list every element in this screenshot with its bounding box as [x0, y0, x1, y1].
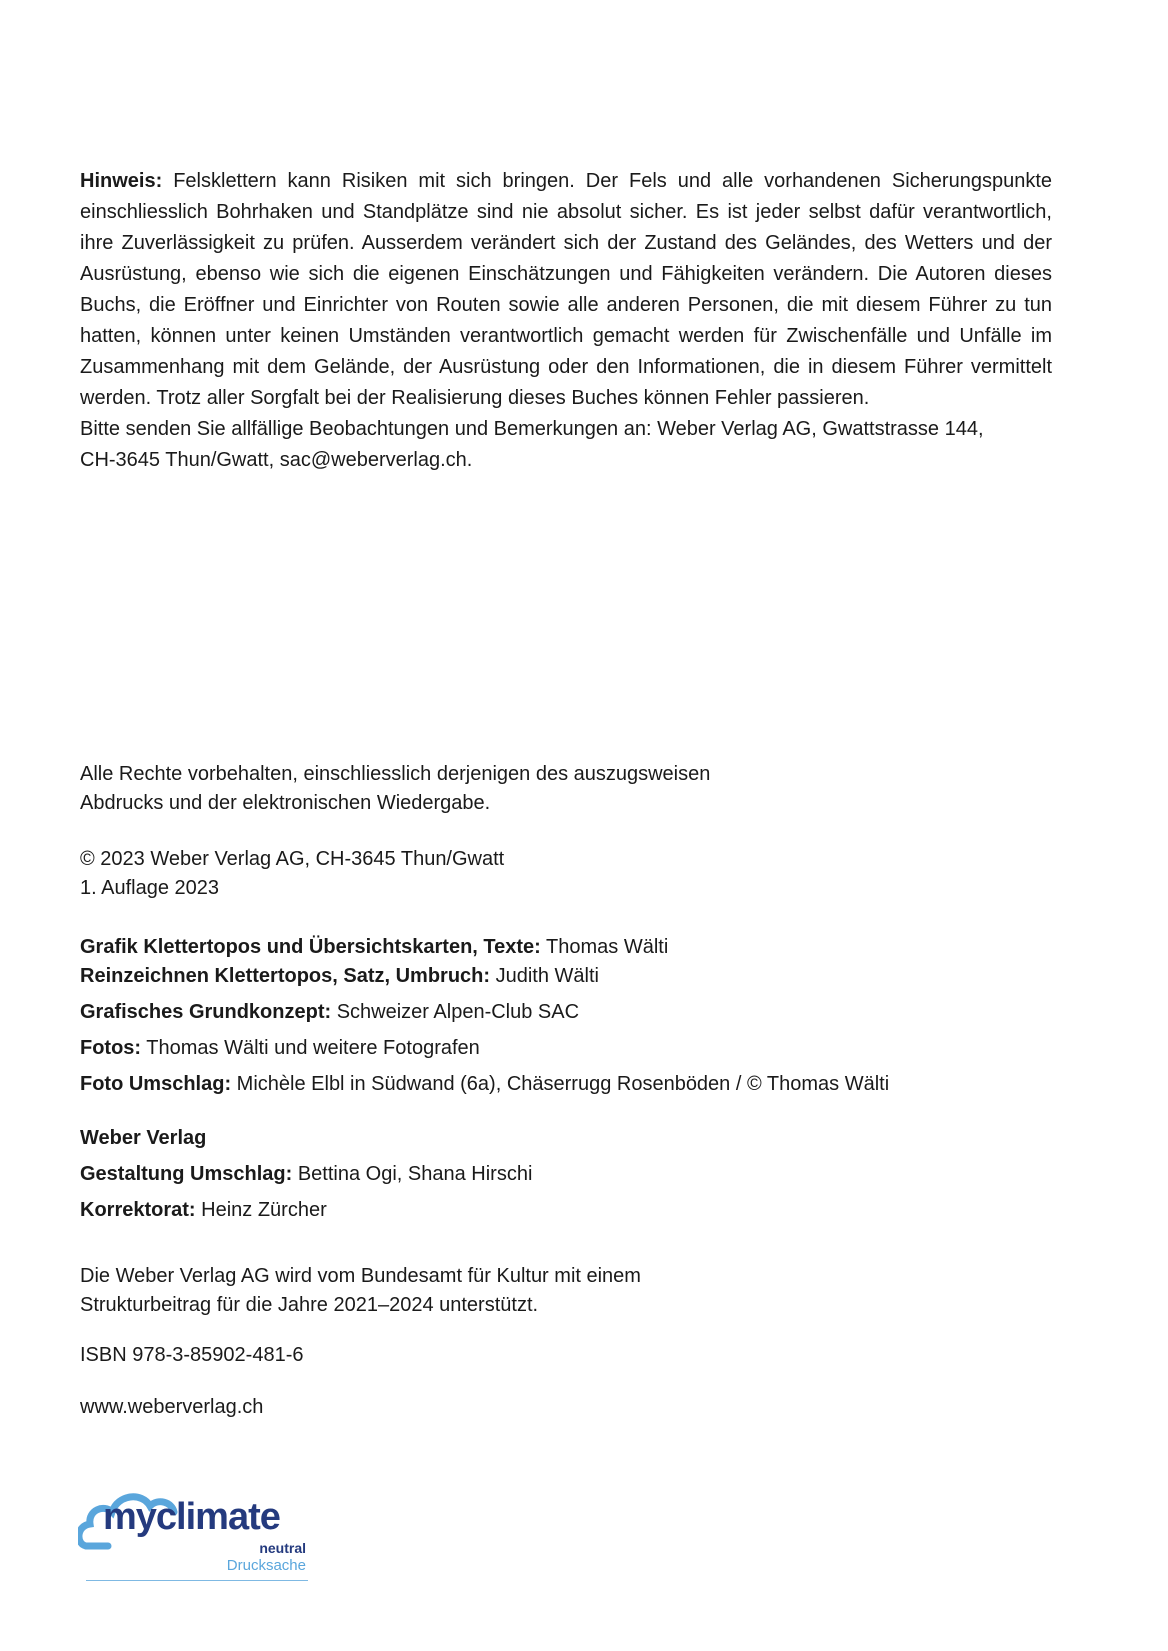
- disclaimer-notice: [80, 166, 1052, 476]
- credit-label: Grafisches Grundkonzept:: [80, 1001, 332, 1023]
- publisher-item: [80, 1192, 532, 1228]
- credit-item: [80, 994, 889, 1030]
- funding-notice: [80, 1262, 641, 1320]
- publisher-value: Heinz Zürcher: [195, 1199, 327, 1221]
- publisher-label: Gestaltung Umschlag:: [80, 1163, 293, 1185]
- funding-line-2: Strukturbeitrag für die Jahre 2021–2024 unterstützt.: [80, 1294, 539, 1316]
- credit-item: [80, 1030, 889, 1066]
- isbn: ISBN 978-3-85902-481-6: [80, 1344, 304, 1366]
- publisher-item: [80, 1156, 532, 1192]
- rights-line-2: Abdrucks und der elektronischen Wiedergabe.: [80, 792, 491, 814]
- credit-item: [80, 1066, 889, 1102]
- credit-label: Foto Umschlag:: [80, 1073, 232, 1095]
- publisher-label: Korrektorat:: [80, 1199, 196, 1221]
- credit-value: Judith Wälti: [490, 965, 599, 987]
- publisher-value: Bettina Ogi, Shana Hirschi: [292, 1163, 533, 1185]
- myclimate-logo: [78, 1484, 308, 1580]
- funding-line-1: Die Weber Verlag AG wird vom Bundesamt für Kultur mit einem: [80, 1265, 641, 1287]
- logo-sub: neutral: [259, 1540, 306, 1556]
- credit-value: Michèle Elbl in Südwand (6a), Chäserrugg Rosenböden / © Thomas Wälti: [231, 1073, 890, 1095]
- logo-wordmark: myclimate: [103, 1496, 280, 1538]
- credit-label: Fotos:: [80, 1037, 142, 1059]
- credit-value: Thomas Wälti: [540, 936, 669, 958]
- copyright-line: © 2023 Weber Verlag AG, CH-3645 Thun/Gwatt: [80, 848, 505, 870]
- edition-line: 1. Auflage 2023: [80, 877, 220, 899]
- publisher-block: [80, 1120, 532, 1228]
- feedback-text-1: Bitte senden Sie allfällige Beobachtungen und Bemerkungen an: Weber Verlag AG, Gwattstrasse 144,: [80, 418, 984, 440]
- logo-underline: [86, 1580, 308, 1581]
- feedback-line-1: [80, 414, 1052, 445]
- credit-value: Schweizer Alpen-Club SAC: [331, 1001, 580, 1023]
- logo-sub2: Drucksache: [226, 1557, 306, 1574]
- credit-label: Grafik Klettertopos und Übersichtskarten, Texte:: [80, 936, 541, 958]
- website-link[interactable]: www.weberverlag.ch: [80, 1396, 264, 1418]
- credit-label: Reinzeichnen Klettertopos, Satz, Umbruch:: [80, 965, 491, 987]
- credit-item: [80, 958, 889, 994]
- credits-list: [80, 929, 889, 1102]
- copyright-block: [80, 845, 504, 903]
- credit-value: Thomas Wälti und weitere Fotografen: [141, 1037, 480, 1059]
- rights-line-1: Alle Rechte vorbehalten, einschliesslich derjenigen des auszugsweisen: [80, 763, 711, 785]
- notice-text: Felsklettern kann Risiken mit sich bringen. Der Fels und alle vorhandenen Sicherungspunkte einschliesslich Bohrhaken und Standplätze sind nie absolut sicher. Es ist jeder selbst dafür verantwortlich, ihre Zuverlässigkeit zu prüfen. Ausserdem verändert sich der Zustand des Geländes, des Wetters und der Ausrüstung, ebenso wie sich die eigenen Einschätzungen und Fähigkeiten verändern. Die Autoren dieses Buchs, die Eröffner und Einrichter von Routen sowie alle anderen Personen, die mit diesem Führer zu tun hatten, können unter keinen Umständen verantwortlich gemacht werden für Zwischenfälle und Unfälle im Zusammenhang mit dem Gelände, der Ausrüstung oder den Informationen, die in diesem Führer vermittelt werden. Trotz aller Sorgfalt bei der Realisierung dieses Buches können Fehler passieren.: [80, 170, 1052, 409]
- feedback-line-2: CH-3645 Thun/Gwatt, sac@weberverlag.ch.: [80, 449, 473, 471]
- notice-label: Hinweis:: [80, 170, 163, 192]
- disclaimer-paragraph: [80, 166, 1052, 414]
- publisher-heading: Weber Verlag: [80, 1127, 207, 1149]
- rights-notice: [80, 760, 780, 818]
